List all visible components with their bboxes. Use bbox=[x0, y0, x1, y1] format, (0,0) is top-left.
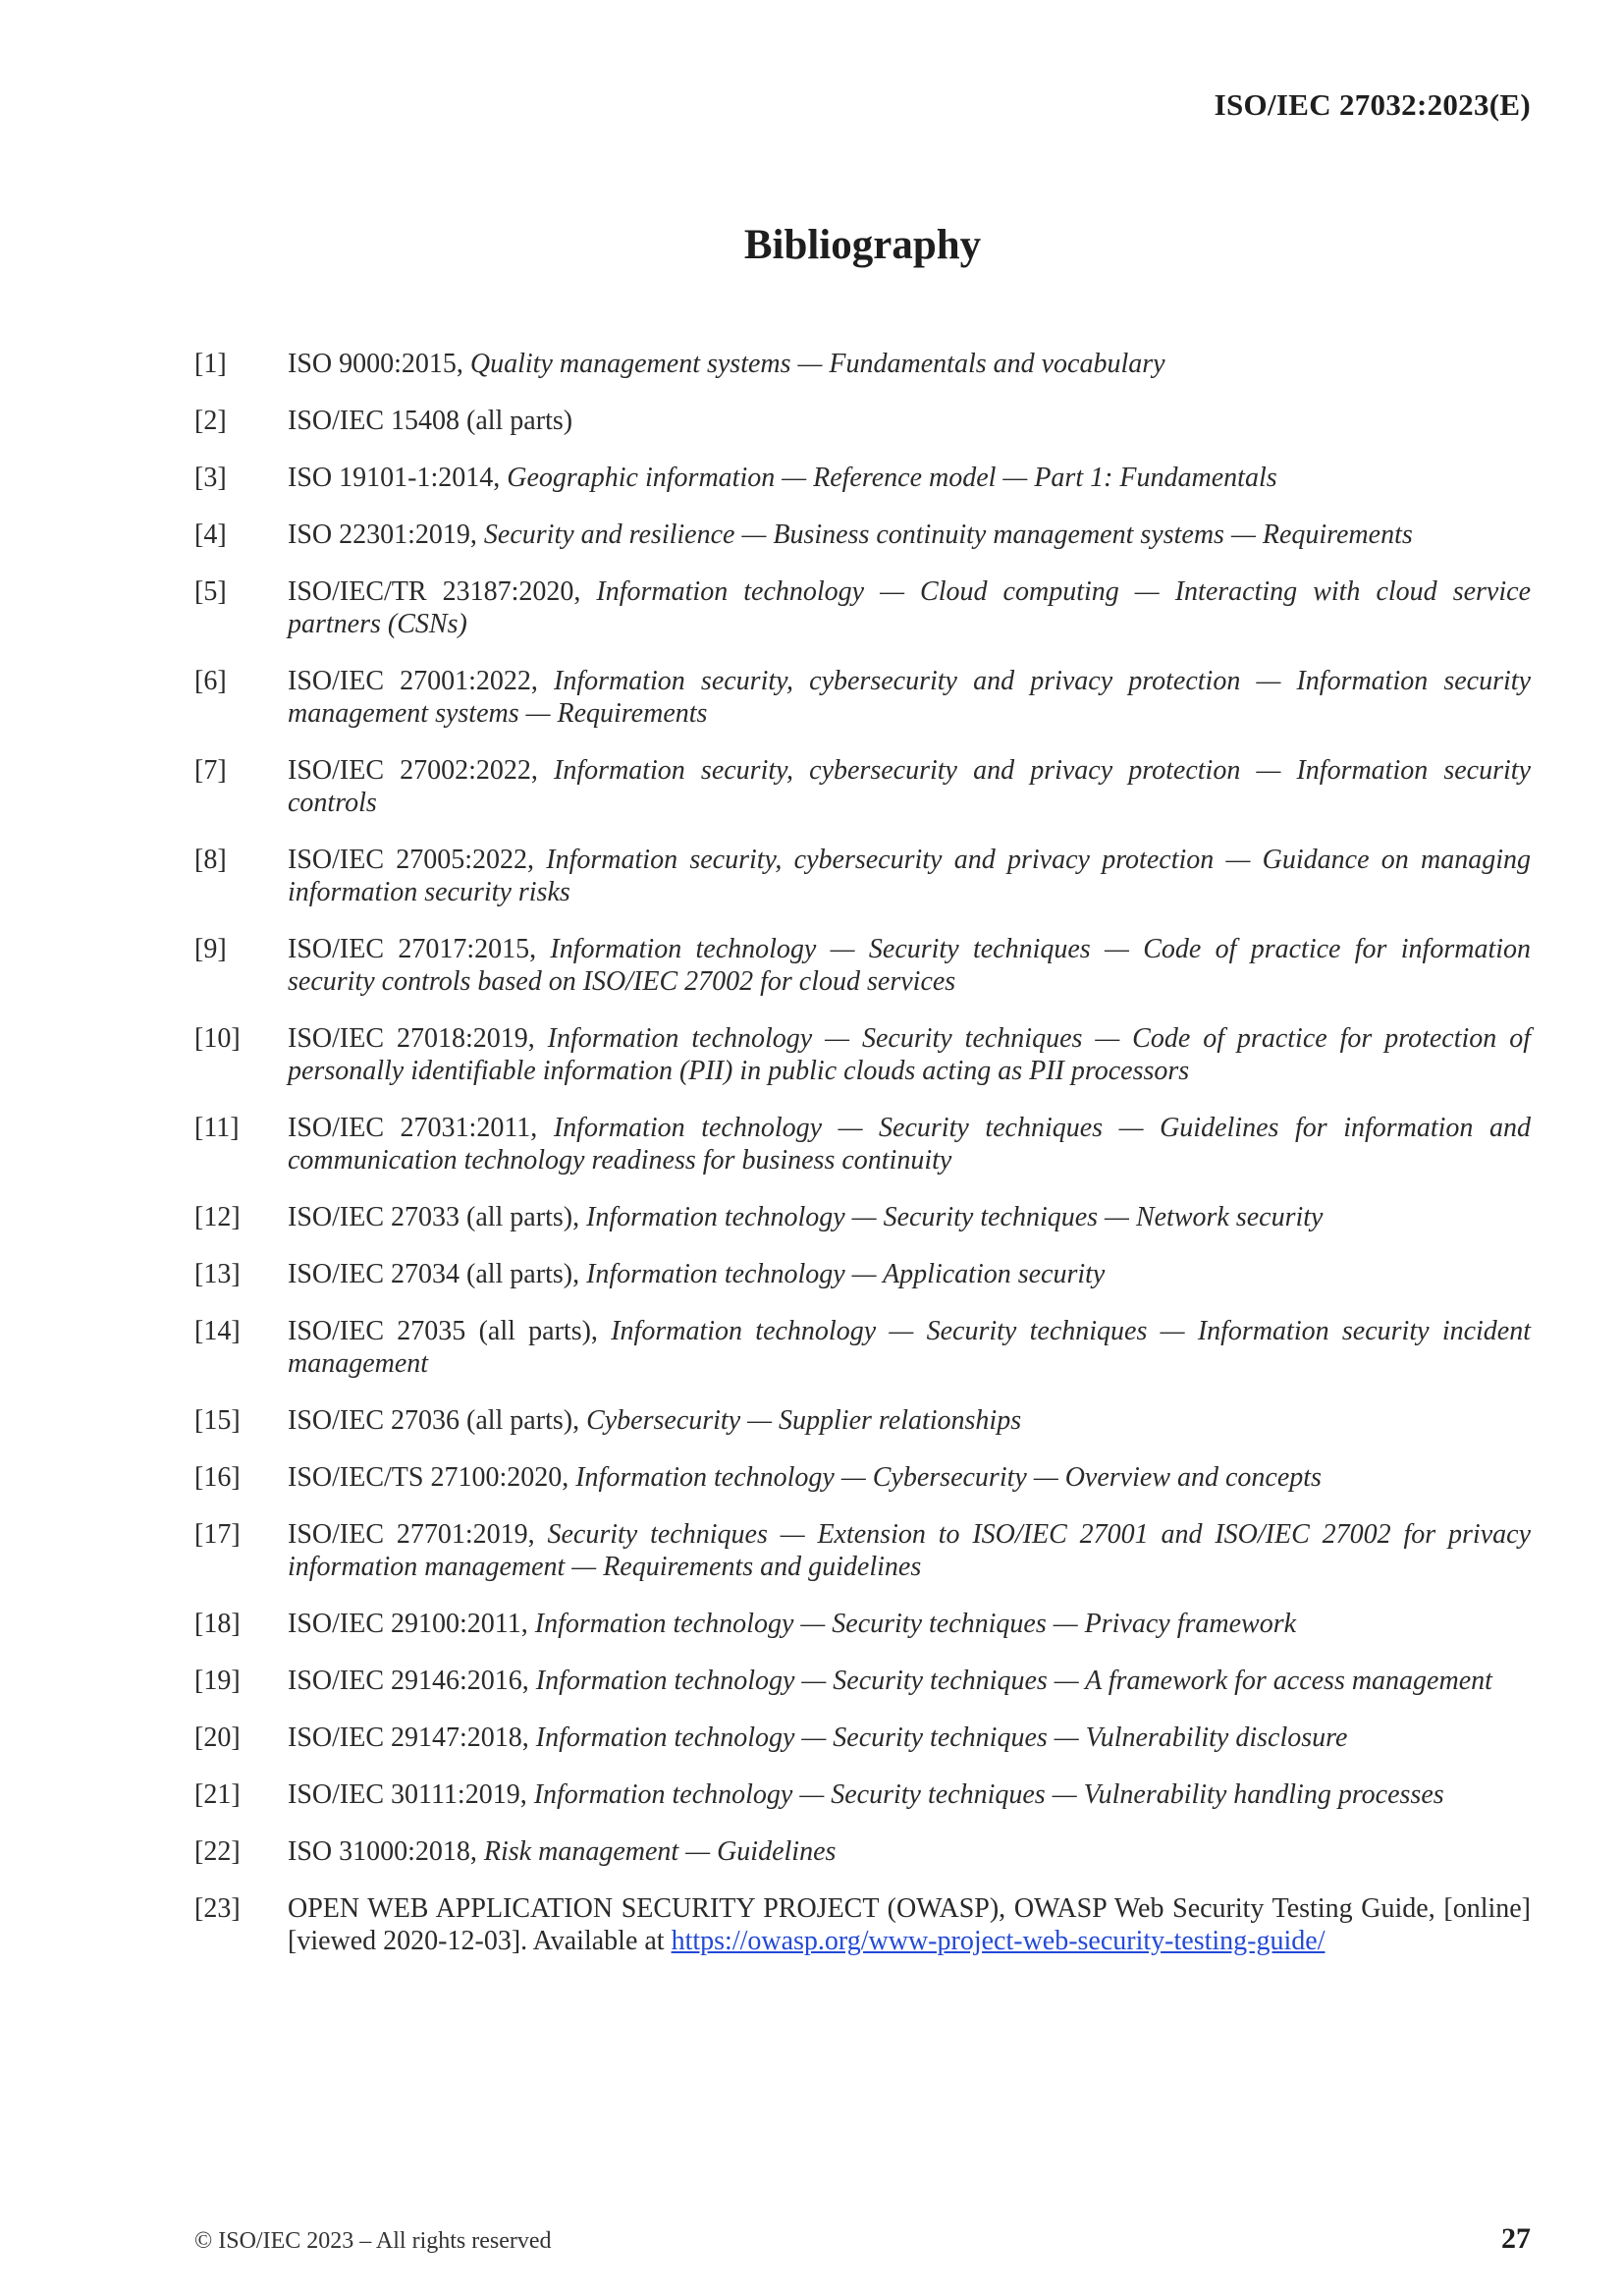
entry-reference: ISO/IEC 29100:2011, bbox=[288, 1609, 535, 1639]
entry-title: Information technology — Security techniques — Information security incident management bbox=[288, 1316, 1532, 1379]
entry-text bbox=[288, 405, 1531, 437]
bibliography-entry bbox=[194, 1778, 1531, 1811]
entry-text bbox=[288, 933, 1531, 998]
entry-title: Information technology — Security techniques — Code of practice for information security controls based on ISO/IEC 27002 for cloud services bbox=[288, 934, 1532, 997]
bibliography-entry bbox=[194, 1518, 1531, 1583]
bibliography-entry bbox=[194, 1892, 1531, 1957]
entry-title: Information technology — Security techniques — Privacy framework bbox=[534, 1609, 1297, 1639]
bibliography-entry bbox=[194, 1201, 1531, 1233]
entry-reference: ISO/IEC 27033 (all parts), bbox=[288, 1202, 587, 1232]
entry-number: [17] bbox=[194, 1519, 241, 1550]
entry-title: Information technology — Security techniques — A framework for access management bbox=[535, 1666, 1492, 1696]
entry-number: [4] bbox=[194, 519, 227, 550]
entry-title: Geographic information — Reference model — Part 1: Fundamentals bbox=[507, 463, 1277, 493]
document-id-header: ISO/IEC 27032:2023(E) bbox=[1214, 87, 1531, 122]
entry-title: Information technology — Security techniques — Network security bbox=[586, 1202, 1324, 1232]
entry-reference: ISO/IEC 27018:2019, bbox=[288, 1023, 548, 1054]
entry-title: Quality management systems — Fundamentals and vocabulary bbox=[469, 349, 1165, 379]
entry-reference: ISO/IEC 27005:2022, bbox=[288, 845, 547, 875]
entry-text bbox=[288, 1608, 1531, 1640]
entry-number: [3] bbox=[194, 463, 227, 493]
entry-text bbox=[288, 1835, 1531, 1868]
entry-title: Information technology — Application security bbox=[586, 1259, 1106, 1289]
entry-text bbox=[288, 1201, 1531, 1233]
entry-text bbox=[288, 1022, 1531, 1087]
entry-text bbox=[288, 1892, 1531, 1957]
bibliography-entry bbox=[194, 1112, 1531, 1176]
bibliography-entry bbox=[194, 1404, 1531, 1437]
entry-title: Risk management — Guidelines bbox=[483, 1836, 837, 1867]
entry-reference: ISO/IEC/TR 23187:2020, bbox=[288, 576, 597, 607]
entry-reference: ISO 31000:2018, bbox=[288, 1836, 484, 1867]
bibliography-entry bbox=[194, 1835, 1531, 1868]
entry-number: [22] bbox=[194, 1836, 241, 1867]
entry-title: Information security, cybersecurity and privacy protection — Guidance on managing information security risks bbox=[288, 845, 1532, 907]
entry-text bbox=[288, 1778, 1531, 1811]
entry-number: [12] bbox=[194, 1202, 241, 1232]
bibliography-entry bbox=[194, 933, 1531, 998]
entry-number: [5] bbox=[194, 576, 227, 607]
bibliography-entries bbox=[194, 348, 1531, 1868]
entry-number: [6] bbox=[194, 666, 227, 696]
bibliography-entry bbox=[194, 754, 1531, 819]
bibliography-entry bbox=[194, 575, 1531, 640]
entry-text bbox=[288, 844, 1531, 908]
entry-reference: ISO/IEC 27701:2019, bbox=[288, 1519, 548, 1550]
entry-reference: ISO/IEC 27017:2015, bbox=[288, 934, 551, 964]
entry-text bbox=[288, 754, 1531, 819]
bibliography-entry bbox=[194, 462, 1531, 494]
entry-reference: ISO/IEC 29146:2016, bbox=[288, 1666, 536, 1696]
bibliography-entry bbox=[194, 1258, 1531, 1290]
entry-title: Cybersecurity — Supplier relationships bbox=[586, 1405, 1022, 1436]
bibliography-entry bbox=[194, 1665, 1531, 1697]
entry-number: [16] bbox=[194, 1462, 241, 1493]
entry-title: Information technology — Security techniques — Guidelines for information and communication technology readiness for business continuity bbox=[288, 1113, 1531, 1175]
bibliography-entry bbox=[194, 1315, 1531, 1380]
bibliography-entry bbox=[194, 665, 1531, 730]
bibliography-entry bbox=[194, 1608, 1531, 1640]
entry-title: Security techniques — Extension to ISO/IEC 27001 and ISO/IEC 27002 for privacy information management — Requirements and guidelines bbox=[288, 1519, 1531, 1582]
entry-number: [8] bbox=[194, 845, 227, 875]
entry-number: [1] bbox=[194, 349, 227, 379]
entry-text bbox=[288, 665, 1531, 730]
entry-reference: ISO/IEC/TS 27100:2020, bbox=[288, 1462, 576, 1493]
entry-reference: ISO/IEC 30111:2019, bbox=[288, 1779, 534, 1810]
entry-number: [14] bbox=[194, 1316, 241, 1346]
entry-reference: ISO 19101-1:2014, bbox=[288, 463, 508, 493]
entry-text bbox=[288, 348, 1531, 380]
entry-number: [15] bbox=[194, 1405, 241, 1436]
page-title: Bibliography bbox=[743, 222, 982, 268]
entry-text bbox=[288, 1665, 1531, 1697]
entry-text bbox=[288, 1722, 1531, 1754]
bibliography-entry bbox=[194, 348, 1531, 380]
entry-title: Information technology — Cloud computing — Interacting with cloud service partners (CSNs) bbox=[288, 576, 1531, 639]
entry-reference: ISO/IEC 27034 (all parts), bbox=[288, 1259, 587, 1289]
bibliography-list bbox=[194, 348, 1531, 1982]
entry-title: Security and resilience — Business continuity management systems — Requirements bbox=[483, 519, 1413, 550]
entry-title: Information technology — Cybersecurity — Overview and concepts bbox=[575, 1462, 1322, 1493]
bibliography-entry bbox=[194, 844, 1531, 908]
entry-text bbox=[288, 1258, 1531, 1290]
entry-title: Information technology — Security techniques — Code of practice for protection of personally identifiable information (PII) in public clouds acting as PII processors bbox=[288, 1023, 1531, 1086]
entry-number: [20] bbox=[194, 1722, 241, 1753]
entry-number: [21] bbox=[194, 1779, 241, 1810]
entry-number: [9] bbox=[194, 934, 227, 964]
entry-title: Information technology — Security techniques — Vulnerability handling processes bbox=[533, 1779, 1444, 1810]
entry-reference: ISO/IEC 27036 (all parts), bbox=[288, 1405, 587, 1436]
page-footer bbox=[194, 2221, 1531, 2257]
entry-text bbox=[288, 1404, 1531, 1437]
entry-reference: ISO/IEC 27035 (all parts), bbox=[288, 1316, 612, 1346]
entry-reference: ISO/IEC 27031:2011, bbox=[288, 1113, 554, 1143]
entry-number: [11] bbox=[194, 1113, 240, 1143]
entry-reference: ISO 9000:2015, bbox=[288, 349, 470, 379]
entry-text bbox=[288, 519, 1531, 551]
entry-text bbox=[288, 1112, 1531, 1176]
entry-number: [7] bbox=[194, 755, 227, 786]
entry-number: [2] bbox=[194, 406, 227, 436]
entry-title: Information security, cybersecurity and privacy protection — Information security controls bbox=[288, 755, 1531, 818]
bibliography-entry bbox=[194, 405, 1531, 437]
page-number: 27 bbox=[1501, 2222, 1531, 2255]
bibliography-entry bbox=[194, 519, 1531, 551]
copyright-notice: © ISO/IEC 2023 – All rights reserved bbox=[194, 2228, 552, 2254]
owasp-link[interactable]: https://owasp.org/www-project-web-security-testing-guide/ bbox=[671, 1926, 1325, 1956]
entry-text bbox=[288, 462, 1531, 494]
footer-spacer bbox=[194, 1982, 1531, 2221]
entry-text bbox=[288, 1518, 1531, 1583]
entry-text bbox=[288, 575, 1531, 640]
entry-reference: ISO/IEC 27001:2022, bbox=[288, 666, 555, 696]
entry-reference: ISO/IEC 15408 (all parts) bbox=[288, 406, 573, 436]
bibliography-entry bbox=[194, 1022, 1531, 1087]
bibliography-entry bbox=[194, 1461, 1531, 1494]
entry-number: [23] bbox=[194, 1893, 241, 1924]
bibliography-entry bbox=[194, 1722, 1531, 1754]
entry-title: Information security, cybersecurity and privacy protection — Information security management systems — Requirements bbox=[288, 666, 1531, 729]
entry-reference: OPEN WEB APPLICATION SECURITY PROJECT (OWASP), OWASP Web Security Testing Guide, [online] [viewed 2020-12-03]. Available at bbox=[288, 1893, 1531, 1956]
entry-title: Information technology — Security techniques — Vulnerability disclosure bbox=[535, 1722, 1348, 1753]
entry-text bbox=[288, 1461, 1531, 1494]
entry-number: [19] bbox=[194, 1666, 241, 1696]
entry-text bbox=[288, 1315, 1531, 1380]
entry-number: [10] bbox=[194, 1023, 241, 1054]
entry-number: [18] bbox=[194, 1609, 241, 1639]
entry-reference: ISO 22301:2019, bbox=[288, 519, 484, 550]
entry-number: [13] bbox=[194, 1259, 241, 1289]
entry-reference: ISO/IEC 29147:2018, bbox=[288, 1722, 536, 1753]
entry-reference: ISO/IEC 27002:2022, bbox=[288, 755, 555, 786]
